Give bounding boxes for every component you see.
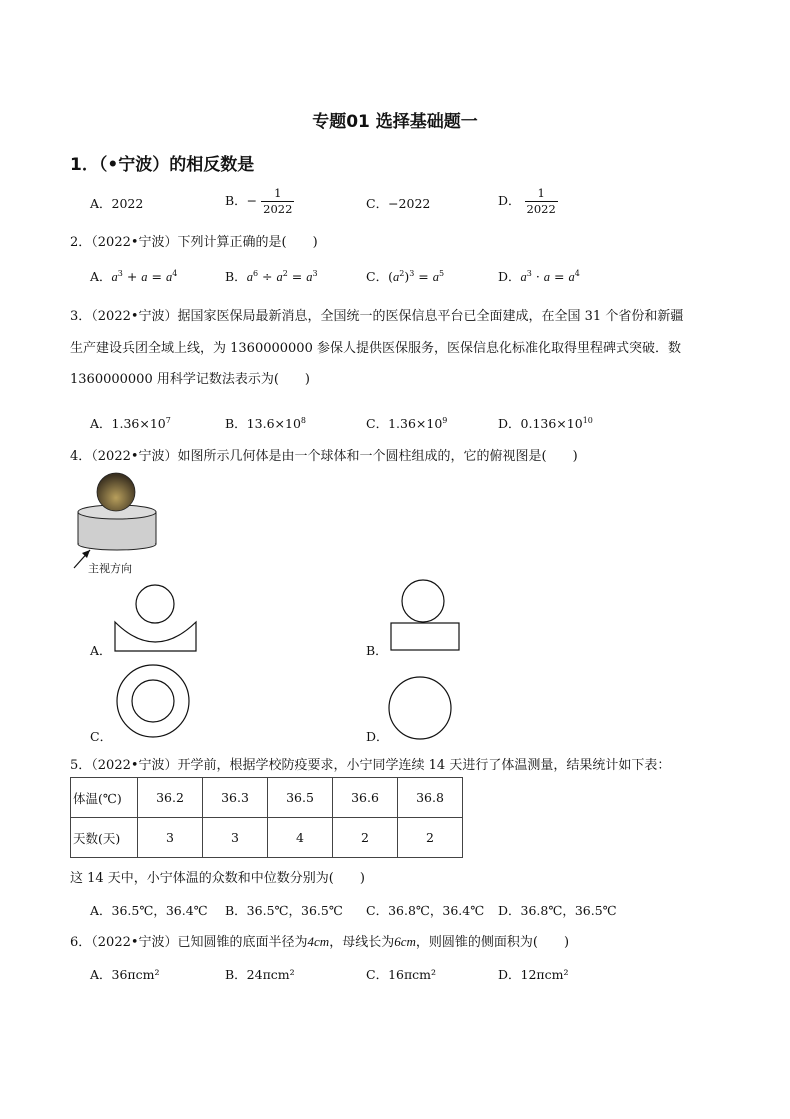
table-row [71,778,463,818]
q6-option-b: B．24πcm² [225,967,295,982]
q5-option-d: D．36.8℃，36.5℃ [498,903,617,918]
q4-option-a-label: A． [90,643,112,658]
option-label: A． [90,269,112,284]
q1-option-b-fraction [261,186,294,217]
table-cell: 36.8 [398,778,463,818]
exponent: 10 [582,415,593,425]
table-row [71,818,463,858]
option-text: C．1.36×10 [366,416,443,431]
q4-option-d-label: D． [366,729,389,744]
table-cell: 4 [268,818,333,858]
q6-option-d: D．12πcm² [498,967,569,982]
radius-value: 4cm [307,934,330,949]
option-text: A．1.36×10 [90,416,166,431]
table-header-cell: 天数(天) [71,818,138,858]
q5-option-a: A．36.5℃，36.4℃ [90,903,208,918]
question-3-line-1: 3．（2022•宁波）据国家医保局最新消息，全国统一的医保信息平台已全面建成，在全国 31 个省份和新疆 [70,309,684,324]
question-5-stem: 5．（2022•宁波）开学前，根据学校防疫要求，小宁同学连续 14 天进行了体温测量，结果统计如下表： [70,758,671,773]
question-4-stem: 4．（2022•宁波）如图所示几何体是由一个球体和一个圆柱组成的，它的俯视图是( ) [70,449,578,464]
fraction-denominator: 2022 [263,202,293,216]
q1-option-b-prefix: B．− [225,193,258,208]
q2-option-d: D．$a^3 \cdot a = a^4$ [498,268,580,284]
question-2-stem: 2．（2022•宁波）下列计算正确的是( ) [70,235,318,250]
option-text: B．13.6×10 [225,416,301,431]
q1-option-b [225,186,294,217]
table-cell: 2 [333,818,398,858]
option-text: D．0.136×10 [498,416,583,431]
q6-option-a: A．36πcm² [90,967,160,982]
q1-option-d [498,186,558,217]
option-label: D． [498,269,521,284]
exponent: 7 [165,415,171,425]
q2-option-c: C．$(a^2)^3 = a^5$ [366,268,445,284]
table-cell: 3 [203,818,268,858]
q4-option-a-figure [110,582,200,657]
option-label: B． [225,269,247,284]
q4-option-b-figure [385,578,465,653]
stem-text: ，则圆锥的侧面积为( ) [415,935,570,950]
q2-option-a: A．$a^3 + a = a^4$ [90,268,178,284]
table-cell: 36.3 [203,778,268,818]
page-title: 专题01 选择基础题一 [312,112,478,132]
q3-option-a [90,414,171,432]
question-6-stem [70,931,569,950]
q4-option-d-figure [386,673,456,743]
table-header-cell: 体温(℃) [71,778,138,818]
q1-option-d-prefix: D． [498,193,521,208]
sphere-shape [97,473,135,511]
q1-option-d-fraction [525,186,558,217]
exponent: 9 [442,415,448,425]
q4-option-c-label: C． [90,729,113,744]
view-direction-caption: 主视方向 [88,562,132,575]
q5-option-c: C．36.8℃，36.4℃ [366,903,485,918]
table-cell: 36.2 [138,778,203,818]
table-cell: 36.6 [333,778,398,818]
option-label: C． [366,269,389,284]
q3-option-c [366,414,447,432]
question-3-line-3: 1360000000 用科学记数法表示为( ) [70,372,310,387]
fraction-denominator: 2022 [526,202,556,216]
table-cell: 2 [398,818,463,858]
question-3-line-2: 生产建设兵团全域上线，为 1360000000 参保人提供医保服务，医保信息化标准化取得里程碑式突破．数 [70,341,681,356]
q1-option-c: C．−2022 [366,196,431,211]
temperature-table [70,777,463,858]
q6-option-c: C．16πcm² [366,967,437,982]
q3-option-d [498,414,593,432]
fraction-numerator: 1 [525,186,558,202]
stem-text: 6．（2022•宁波）已知圆锥的底面半径为 [70,935,308,950]
q3-option-b [225,414,306,432]
question-1-stem: 1．（•宁波）的相反数是 [70,155,255,175]
q2-option-b: B．$a^6 \div a^2 = a^3$ [225,268,318,284]
fraction-numerator: 1 [261,186,294,202]
stem-text: ，母线长为 [329,935,395,950]
table-cell: 3 [138,818,203,858]
slant-value: 6cm [394,934,416,949]
q4-option-c-figure [114,661,194,741]
q5-option-b: B．36.5℃，36.5℃ [225,903,343,918]
exponent: 8 [300,415,306,425]
table-cell: 36.5 [268,778,333,818]
q1-option-a: A．2022 [90,196,144,211]
q4-option-b-label: B． [366,643,388,658]
question-5-question: 这 14 天中，小宁体温的众数和中位数分别为( ) [70,871,365,886]
